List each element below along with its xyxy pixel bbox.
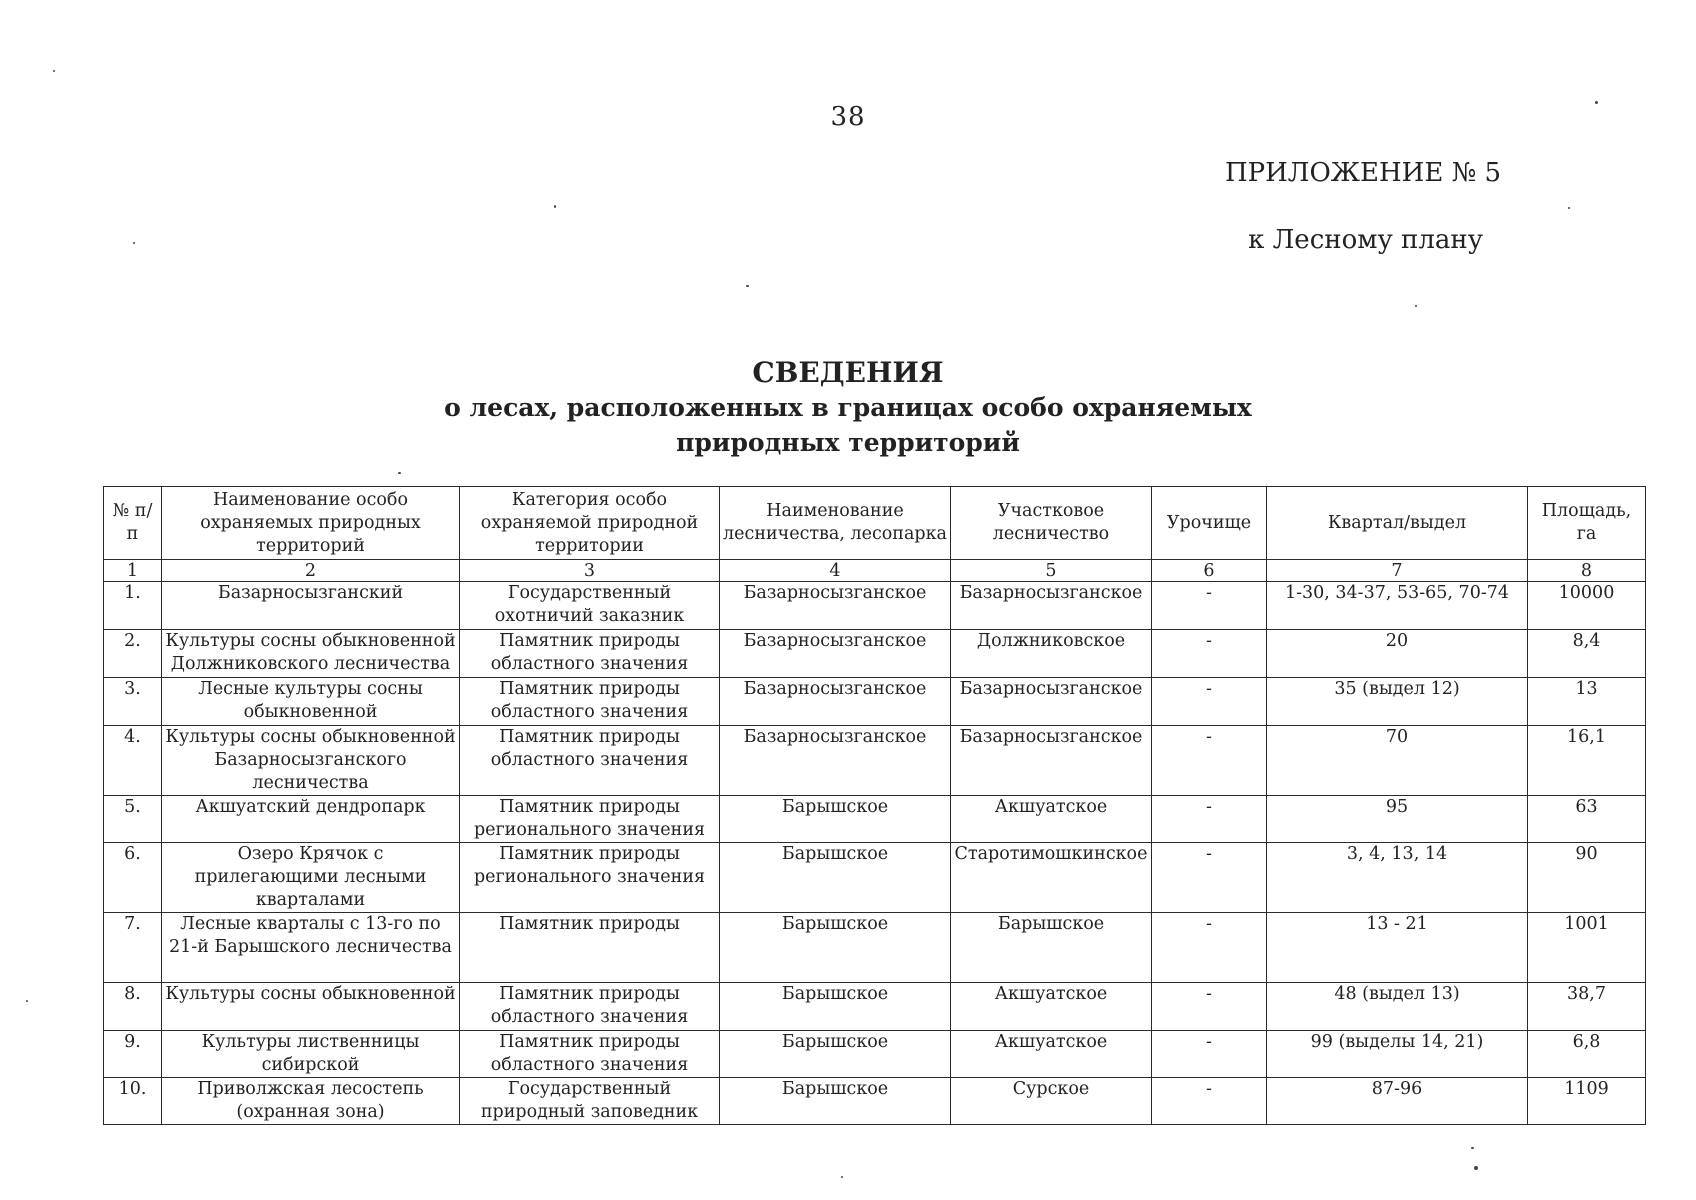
table-header-row [104, 487, 1646, 560]
district-forestry: Базарносызганское [951, 726, 1152, 796]
scan-speck [1595, 101, 1598, 104]
area-ha: 90 [1528, 843, 1646, 913]
territory-name: Лесные кварталы с 13-го по 21-й Барышского лесничества [162, 913, 460, 983]
title-line-3: природных территорий [676, 428, 1020, 457]
table-row [104, 678, 1646, 726]
forestry-name: Барышское [720, 1078, 951, 1125]
row-number: 9. [104, 1031, 162, 1078]
document-title [0, 355, 1696, 460]
forestry-name: Базарносызганское [720, 582, 951, 630]
quarter-section: 13 - 21 [1267, 913, 1528, 983]
scan-speck [1568, 207, 1570, 209]
area-ha: 1001 [1528, 913, 1646, 983]
territory-category: Памятник природы регионального значения [460, 796, 720, 843]
header-cell: Категория особо охраняемой природной территории [460, 487, 720, 560]
district-forestry: Базарносызганское [951, 582, 1152, 630]
territory-name: Озеро Крячок с прилегающими лесными кварталами [162, 843, 460, 913]
column-number-row [104, 560, 1646, 582]
tract: - [1152, 983, 1267, 1031]
table-row [104, 983, 1646, 1031]
district-forestry: Базарносызганское [951, 678, 1152, 726]
forestry-name: Базарносызганское [720, 630, 951, 678]
scan-speck [1474, 1166, 1478, 1170]
tract: - [1152, 796, 1267, 843]
tract: - [1152, 843, 1267, 913]
row-number: 3. [104, 678, 162, 726]
territory-category: Памятник природы областного значения [460, 630, 720, 678]
scan-speck [1471, 1147, 1474, 1149]
header-cell: Квартал/выдел [1267, 487, 1528, 560]
territory-category: Памятник природы регионального значения [460, 843, 720, 913]
table-row [104, 1031, 1646, 1078]
area-ha: 8,4 [1528, 630, 1646, 678]
area-ha: 63 [1528, 796, 1646, 843]
quarter-section: 95 [1267, 796, 1528, 843]
area-ha: 10000 [1528, 582, 1646, 630]
column-number: 2 [162, 560, 460, 582]
quarter-section: 35 (выдел 12) [1267, 678, 1528, 726]
area-ha: 16,1 [1528, 726, 1646, 796]
appendix-title: ПРИЛОЖЕНИЕ № 5 [1224, 158, 1501, 188]
scan-speck [554, 205, 556, 208]
tract: - [1152, 913, 1267, 983]
header-cell: Урочище [1152, 487, 1267, 560]
quarter-section: 99 (выделы 14, 21) [1267, 1031, 1528, 1078]
row-number: 4. [104, 726, 162, 796]
header-cell: Наименование особо охраняемых природных территорий [162, 487, 460, 560]
table-row [104, 843, 1646, 913]
table-row [104, 630, 1646, 678]
territory-category: Памятник природы областного значения [460, 1031, 720, 1078]
scan-speck [53, 70, 55, 72]
district-forestry: Сурское [951, 1078, 1152, 1125]
quarter-section: 20 [1267, 630, 1528, 678]
territory-name: Культуры сосны обыкновенной Должниковского лесничества [162, 630, 460, 678]
protected-territories-table [103, 486, 1646, 1125]
row-number: 8. [104, 983, 162, 1031]
row-number: 10. [104, 1078, 162, 1125]
area-ha: 38,7 [1528, 983, 1646, 1031]
forestry-name: Базарносызганское [720, 726, 951, 796]
column-number: 8 [1528, 560, 1646, 582]
header-cell: Площадь, га [1528, 487, 1646, 560]
district-forestry: Акшуатское [951, 983, 1152, 1031]
page-number: 38 [830, 102, 866, 132]
territory-category: Памятник природы областного значения [460, 726, 720, 796]
tract: - [1152, 630, 1267, 678]
territory-name: Базарносызганский [162, 582, 460, 630]
forestry-name: Барышское [720, 796, 951, 843]
forestry-name: Базарносызганское [720, 678, 951, 726]
tract: - [1152, 1078, 1267, 1125]
column-number: 7 [1267, 560, 1528, 582]
district-forestry: Должниковское [951, 630, 1152, 678]
row-number: 6. [104, 843, 162, 913]
territory-name: Лесные культуры сосны обыкновенной [162, 678, 460, 726]
territory-name: Культуры лиственницы сибирской [162, 1031, 460, 1078]
forestry-name: Барышское [720, 983, 951, 1031]
title-line-1: СВЕДЕНИЯ [752, 356, 944, 389]
row-number: 5. [104, 796, 162, 843]
area-ha: 1109 [1528, 1078, 1646, 1125]
scan-speck [841, 1176, 843, 1178]
title-line-2: о лесах, расположенных в границах особо охраняемых [444, 393, 1252, 422]
territory-name: Приволжская лесостепь (охранная зона) [162, 1078, 460, 1125]
territory-category: Государственный природный заповедник [460, 1078, 720, 1125]
forestry-name: Барышское [720, 1031, 951, 1078]
tract: - [1152, 726, 1267, 796]
appendix-subtitle: к Лесному плану [1248, 225, 1483, 255]
tract: - [1152, 678, 1267, 726]
quarter-section: 70 [1267, 726, 1528, 796]
territory-name: Акшуатский дендропарк [162, 796, 460, 843]
district-forestry: Барышское [951, 913, 1152, 983]
area-ha: 13 [1528, 678, 1646, 726]
row-number: 1. [104, 582, 162, 630]
quarter-section: 48 (выдел 13) [1267, 983, 1528, 1031]
header-cell: Участковое лесничество [951, 487, 1152, 560]
territory-name: Культуры сосны обыкновенной [162, 983, 460, 1031]
quarter-section: 87-96 [1267, 1078, 1528, 1125]
district-forestry: Акшуатское [951, 1031, 1152, 1078]
row-number: 2. [104, 630, 162, 678]
column-number: 3 [460, 560, 720, 582]
scan-speck [1415, 305, 1417, 307]
table-row [104, 796, 1646, 843]
scan-speck [26, 1000, 28, 1002]
territory-category: Памятник природы [460, 913, 720, 983]
quarter-section: 1-30, 34-37, 53-65, 70-74 [1267, 582, 1528, 630]
tract: - [1152, 1031, 1267, 1078]
forestry-name: Барышское [720, 843, 951, 913]
territory-category: Памятник природы областного значения [460, 678, 720, 726]
column-number: 4 [720, 560, 951, 582]
territory-category: Государственный охотничий заказник [460, 582, 720, 630]
table-row [104, 582, 1646, 630]
scan-speck [398, 472, 401, 474]
district-forestry: Старотимошкинское [951, 843, 1152, 913]
district-forestry: Акшуатское [951, 796, 1152, 843]
row-number: 7. [104, 913, 162, 983]
header-cell: № п/п [104, 487, 162, 560]
scan-speck [133, 242, 135, 244]
header-cell: Наименование лесничества, лесопарка [720, 487, 951, 560]
quarter-section: 3, 4, 13, 14 [1267, 843, 1528, 913]
territory-category: Памятник природы областного значения [460, 983, 720, 1031]
scan-speck [746, 285, 749, 287]
territory-name: Культуры сосны обыкновенной Базарносызганского лесничества [162, 726, 460, 796]
area-ha: 6,8 [1528, 1031, 1646, 1078]
column-number: 6 [1152, 560, 1267, 582]
forestry-name: Барышское [720, 913, 951, 983]
table-row [104, 913, 1646, 983]
table-row [104, 726, 1646, 796]
column-number: 1 [104, 560, 162, 582]
table-row [104, 1078, 1646, 1125]
tract: - [1152, 582, 1267, 630]
column-number: 5 [951, 560, 1152, 582]
